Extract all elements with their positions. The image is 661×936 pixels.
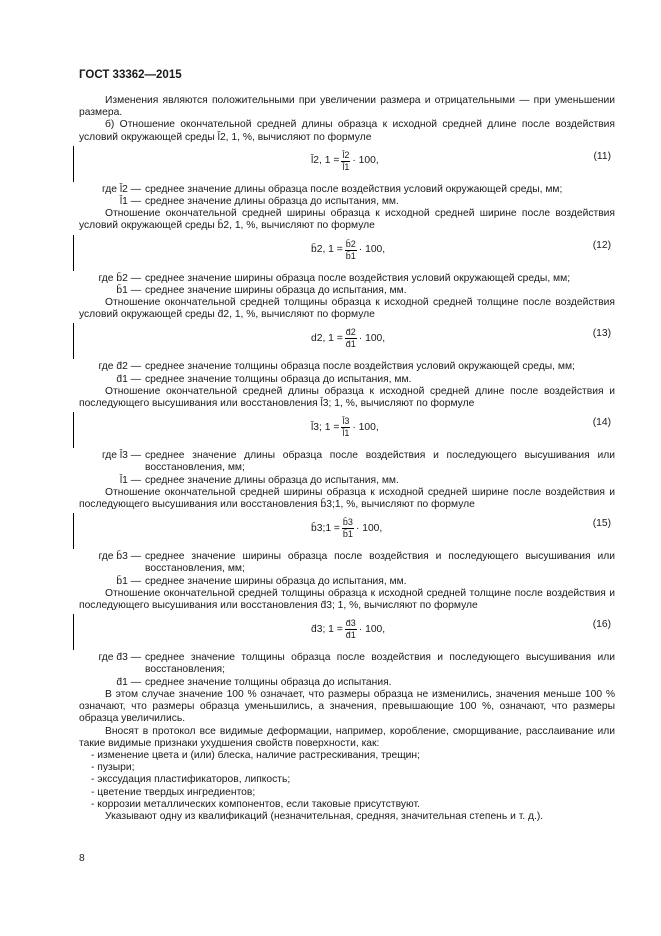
definition [79,273,615,285]
definition-text: среднее значение толщины образца до испытания. [145,676,392,688]
formula-number: (15) [592,518,611,530]
fraction-numerator: b̄3 [342,517,353,528]
fraction [345,618,357,641]
formula-number: (11) [593,150,611,162]
fraction [345,239,357,262]
definition-symbol: l̄1 — [119,474,141,486]
fraction [341,416,350,439]
fraction-denominator: b̄1 [345,250,356,261]
definition-symbol: l̄1 — [119,196,141,208]
formula-lhs: l̄3; 1 = [311,421,340,433]
definition-text: среднее значение ширины образца до испытания, мм. [145,575,407,587]
definition [79,361,615,373]
definition-symbol: где b̄3 — [98,551,141,563]
paragraph: В этом случае значение 100 % означает, что размеры образца не изменились, значения меньше 100 % означают, что размеры образца уменьшились, а значения, превышающие 100 %, означают, что размеры образца увеличились. [79,688,615,725]
formula-tail: · 100, [358,332,386,344]
definition-symbol: d̄1 — [116,676,141,688]
definition [79,652,615,676]
formula-tail: · 100, [358,623,386,635]
paragraph: б) Отношение окончательной средней длины образца к исходной средней длине после воздействия условий окружающей среды l̄2, 1, %, вычисляют по формуле [79,119,615,143]
document-header: ГОСТ 33362—2015 [79,69,182,81]
definition [79,285,615,297]
definition [79,184,615,196]
fraction-denominator: b̄1 [342,529,353,540]
page-number: 8 [79,853,85,864]
fraction-numerator: d̄3 [345,618,356,629]
formula-12 [79,235,615,271]
definition [79,374,615,386]
definition-symbol: где d̄3 — [98,652,141,664]
formula-number: (13) [592,328,611,340]
fraction-numerator: l̄2 [342,149,350,160]
formula-15 [79,513,615,549]
formula-lhs: b̄3;1 = [311,522,340,534]
paragraph: Отношение окончательной средней длины образца к исходной средней длине после воздействия и последующего высушивания или восстановления l̄3; 1, %, вычисляют по формуле [79,385,615,410]
fraction [345,327,357,350]
paragraph: Вносят в протокол все видимые деформации, например, коробление, сморщивание, расслаивание или такие видимые признаки ухудшения свойств поверхности, как: [79,725,615,749]
definition-text: среднее значение толщины образца после воздействия условий окружающей среды, мм; [145,361,575,373]
list-item: - коррозии металлических компонентов, если таковые присутствуют. [91,798,420,810]
formula-lhs: d̄3; 1 = [311,623,343,635]
definition-text: среднее значение длины образца после воздействия и последующего высушивания или восстановления, мм; [145,450,615,474]
formula-16 [79,614,615,650]
definition [79,450,615,474]
definition [79,196,615,208]
change-bar [73,412,74,448]
definition [79,576,615,588]
change-bar [73,614,74,650]
definition-text: среднее значение длины образца до испытания, мм. [145,196,399,208]
formula-tail: · 100, [352,155,379,167]
formula-number: (16) [592,619,611,631]
paragraph: Указывают одну из квалификаций (незначительная, средняя, значительная степень и т. д.). [105,810,544,822]
definition [79,551,615,575]
change-bar [73,323,74,359]
paragraph: Изменения являются положительными при увеличении размера и отрицательными — при уменьшении размера. [79,95,615,119]
list-item: - изменение цвета и (или) блеска, наличие растрескивания, трещин; [91,749,420,761]
definition-text: среднее значение ширины образца после воздействия условий окружающей среды, мм; [145,272,571,284]
definition-symbol: d̄1 — [116,373,141,385]
definition-text: среднее значение длины образца после воздействия условий окружающей среды, мм; [145,183,563,195]
definition [79,677,615,689]
fraction-numerator: b̄2 [345,238,356,249]
formula-lhs: b̄2, 1 = [311,244,343,256]
definition-symbol: где l̄3 — [101,450,141,462]
change-bar [73,146,74,182]
fraction [341,150,350,173]
definition-symbol: b̄1 — [116,575,141,587]
definition-symbol: b̄1 — [116,284,141,296]
definition-text: среднее значение длины образца до испытания, мм. [145,474,399,486]
formula-tail: · 100, [358,244,386,256]
formula-14 [79,412,615,448]
list-item: - пузыри; [91,762,135,774]
formula-11 [79,146,615,182]
paragraph: Отношение окончательной средней толщины образца к исходной средней толщине после воздействия и последующего высушивания или восстановления d̄3; 1, %, вычисляют по формуле [79,587,615,612]
definition-symbol: где d̄2 — [98,361,141,373]
formula-number: (14) [592,417,611,429]
list-item: - экссудация пластификаторов, липкость; [91,774,291,786]
definition-text: среднее значение ширины образца после воздействия и последующего высушивания или восстановления, мм; [145,551,615,575]
paragraph: Отношение окончательной средней ширины образца к исходной средней ширине после воздействия условий окружающей среды b̄2, 1, %, вычисляют по формуле [79,208,615,232]
change-bar [73,235,74,271]
fraction-denominator: l̄1 [342,428,350,439]
formula-tail: · 100, [352,421,379,433]
formula-lhs: l̄2, 1 = [311,155,340,167]
definition-text: среднее значение толщины образца до испытания, мм. [145,373,412,385]
definition-symbol: где l̄2 — [101,183,141,195]
paragraph: Отношение окончательной средней толщины образца к исходной средней толщине после воздействия условий окружающей среды d̄2, 1, %, вычисляют по формуле [79,297,615,321]
paragraph: Отношение окончательной средней ширины образца к исходной средней ширине после воздействия и последующего высушивания или восстановления b̄3;1, %, вычисляют по формуле [79,486,615,511]
list-item: - цветение твердых ингредиентов; [91,786,256,798]
fraction-denominator: l̄1 [342,161,350,172]
formula-lhs: d2, 1 = [311,332,343,344]
fraction-denominator: d̄1 [345,630,356,641]
formula-13 [79,323,615,359]
formula-tail: · 100, [355,522,383,534]
change-bar [73,513,74,549]
formula-number: (12) [592,239,611,251]
fraction-numerator: l̄3 [342,416,350,427]
fraction [342,517,354,540]
fraction-denominator: d̄1 [345,339,356,350]
definition-text: среднее значение толщины образца после воздействия и последующего высушивания или восстановления; [145,652,615,676]
fraction-numerator: d̄2 [345,327,356,338]
definition [79,475,615,487]
definition-text: среднее значение ширины образца до испытания, мм. [145,284,407,296]
definition-symbol: где b̄2 — [98,272,141,284]
document-body [79,95,615,823]
